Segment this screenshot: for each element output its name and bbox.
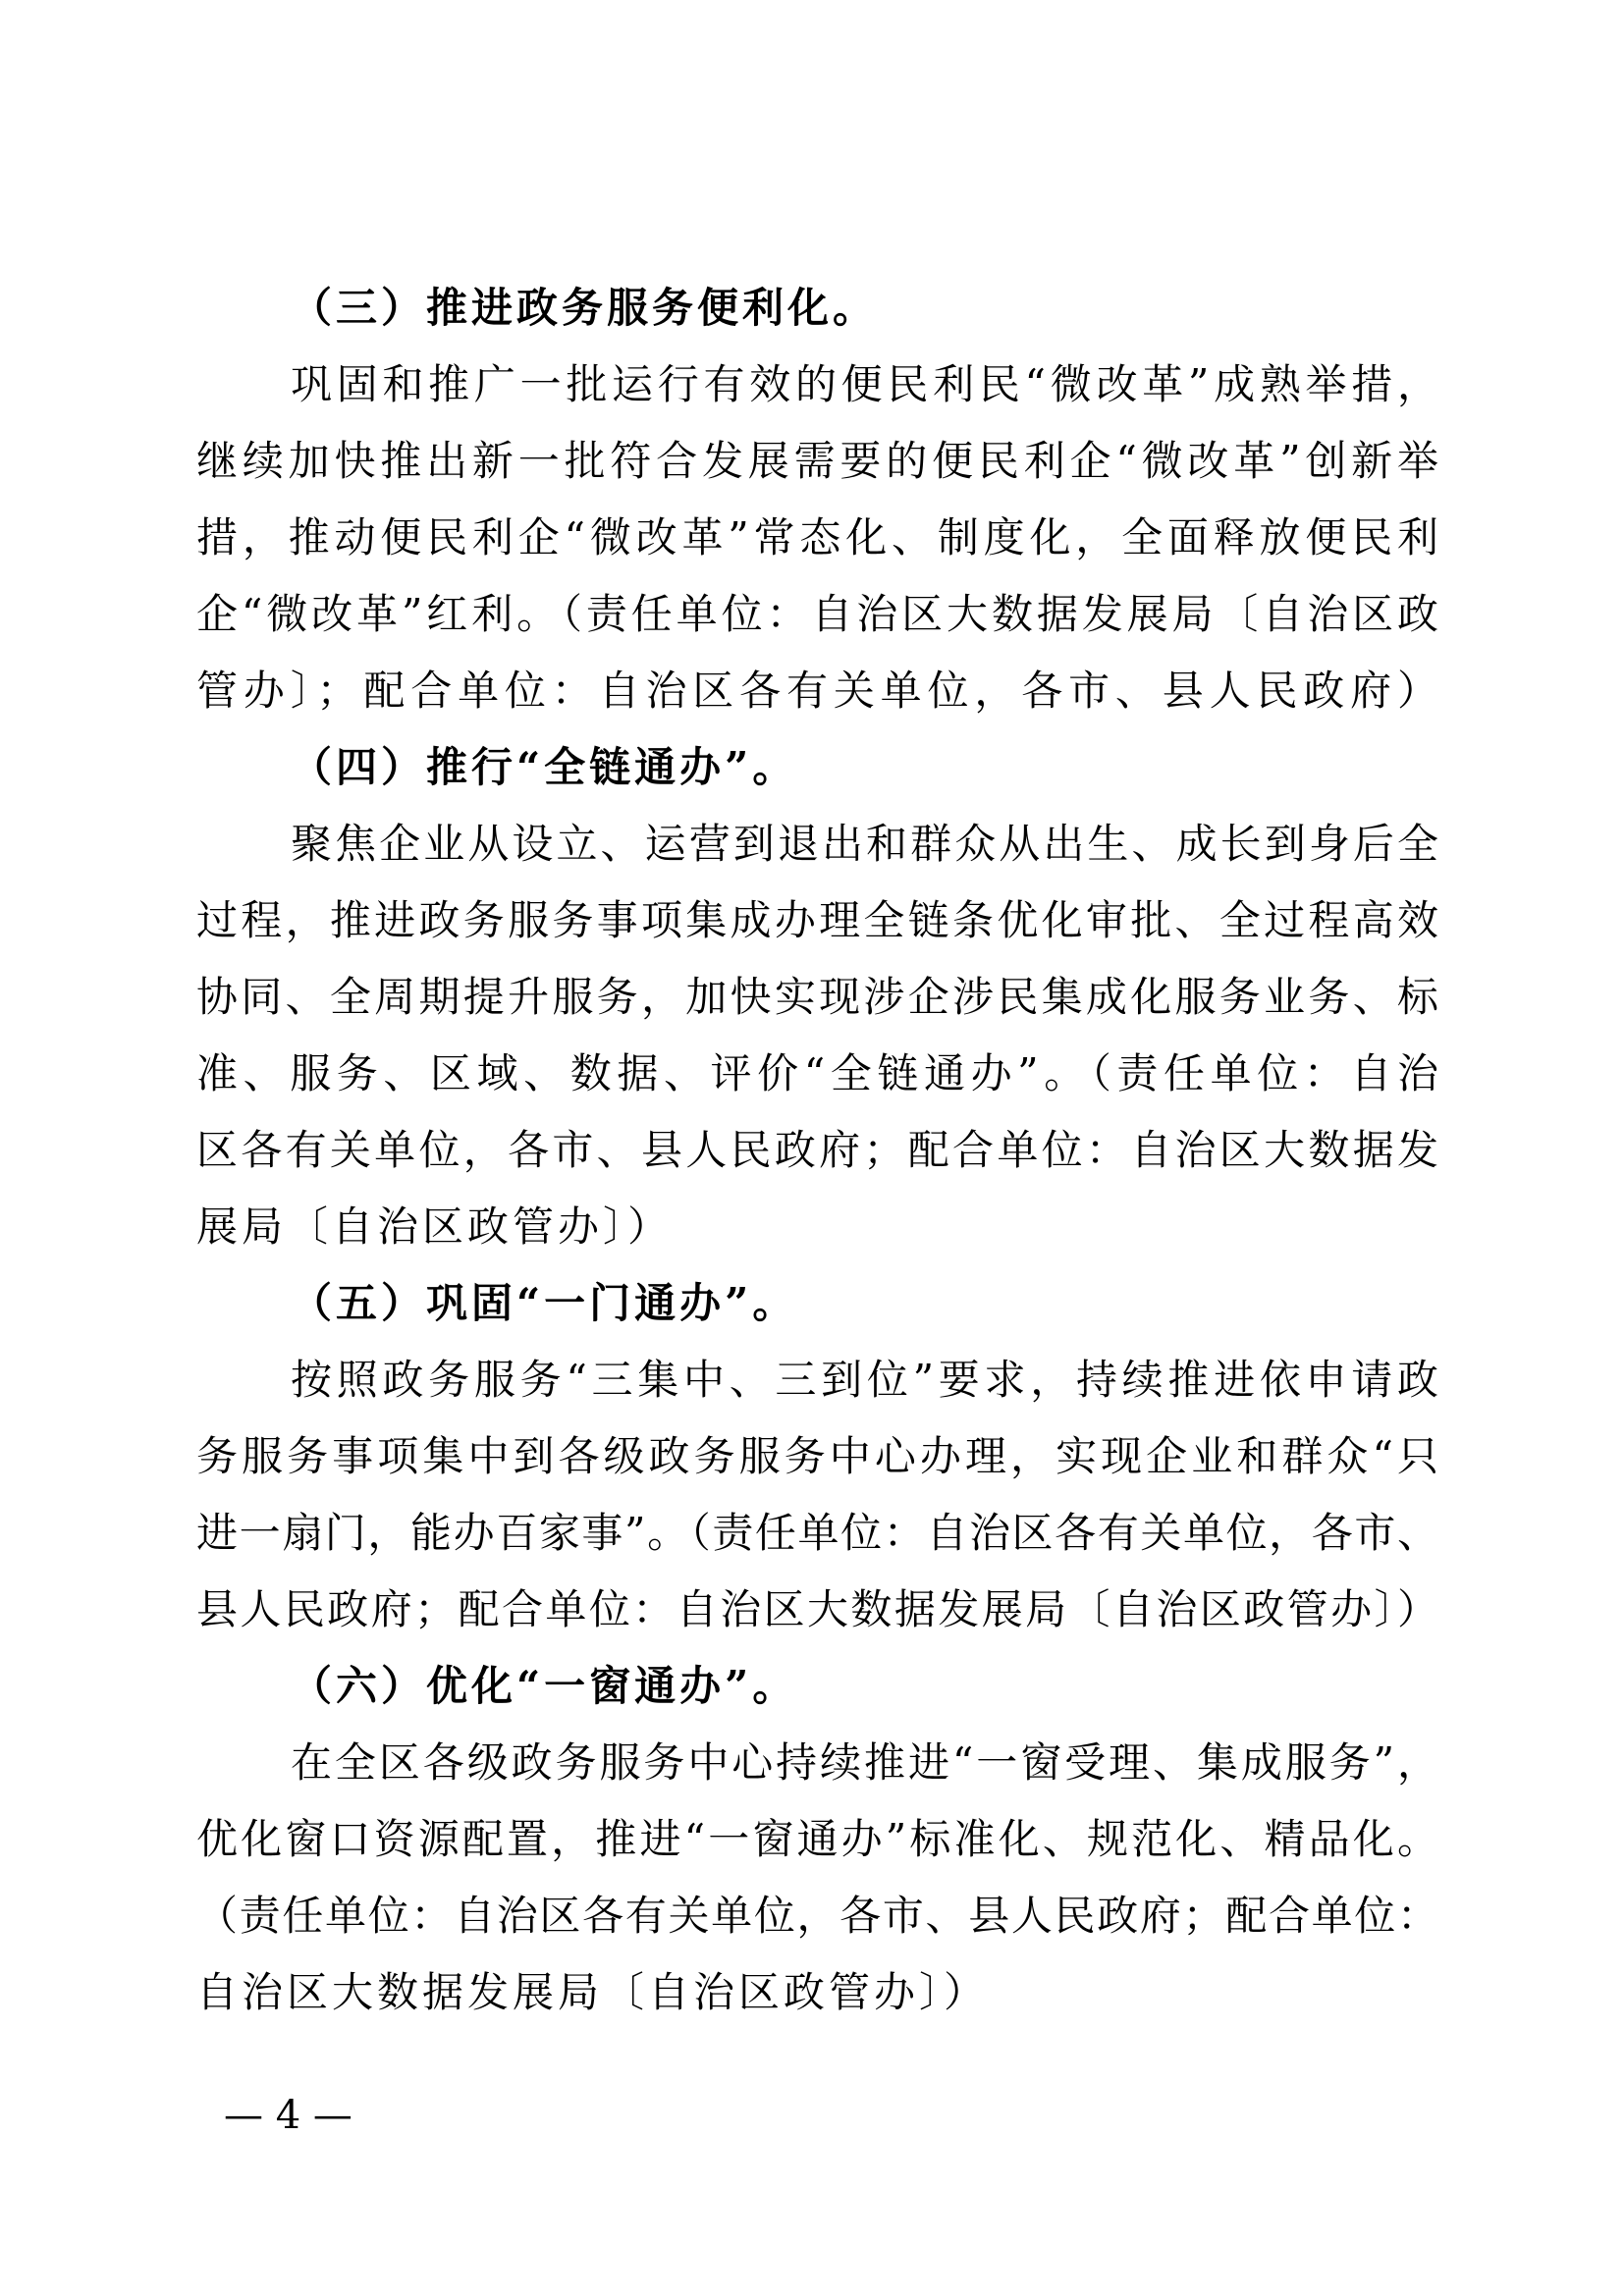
paragraph-line: 区各有关单位，各市、县人民政府；配合单位：自治区大数据发 (196, 1126, 1438, 1174)
paragraph-line: 准、服务、区域、数据、评价“全链通办”。（责任单位：自治 (196, 1049, 1438, 1097)
section-heading-4: （四）推行“全链通办”。 (291, 743, 798, 791)
paragraph-line: 进一扇门，能办百家事”。（责任单位：自治区各有关单位，各市、 (196, 1509, 1438, 1557)
paragraph-line: 继续加快推出新一批符合发展需要的便民利企“微改革”创新举 (196, 437, 1438, 485)
paragraph-line: 自治区大数据发展局〔自治区政管办〕） (196, 1968, 990, 2016)
section-heading-6: （六）优化“一窗通办”。 (291, 1662, 798, 1710)
document-body (196, 270, 1438, 2031)
page-number: — 4 — (224, 2093, 352, 2138)
paragraph-line: 巩固和推广一批运行有效的便民利民“微改革”成熟举措， (291, 360, 1438, 408)
paragraph-line: 县人民政府；配合单位：自治区大数据发展局〔自治区政管办〕） (196, 1585, 1438, 1633)
paragraph-line: 管办〕；配合单位：自治区各有关单位，各市、县人民政府） (196, 667, 1438, 715)
paragraph-line: 企“微改革”红利。（责任单位：自治区大数据发展局〔自治区政 (196, 590, 1438, 638)
paragraph-line: （责任单位：自治区各有关单位，各市、县人民政府；配合单位： (196, 1892, 1438, 1940)
paragraph-line: 措，推动便民利企“微改革”常态化、制度化，全面释放便民利 (196, 513, 1438, 561)
paragraph-line: 在全区各级政务服务中心持续推进“一窗受理、集成服务”， (291, 1738, 1438, 1787)
paragraph-line: 过程，推进政务服务事项集成办理全链条优化审批、全过程高效 (196, 896, 1438, 944)
paragraph-line: 展局〔自治区政管办〕） (196, 1202, 674, 1251)
paragraph-line: 务服务事项集中到各级政务服务中心办理，实现企业和群众“只 (196, 1432, 1438, 1480)
paragraph-line: 按照政务服务“三集中、三到位”要求，持续推进依申请政 (291, 1356, 1438, 1404)
section-heading-3: （三）推进政务服务便利化。 (291, 284, 879, 332)
paragraph-line: 优化窗口资源配置，推进“一窗通办”标准化、规范化、精品化。 (196, 1815, 1438, 1863)
paragraph-line: 聚焦企业从设立、运营到退出和群众从出生、成长到身后全 (291, 820, 1438, 868)
paragraph-line: 协同、全周期提升服务，加快实现涉企涉民集成化服务业务、标 (196, 973, 1438, 1021)
section-heading-5: （五）巩固“一门通办”。 (291, 1279, 798, 1327)
